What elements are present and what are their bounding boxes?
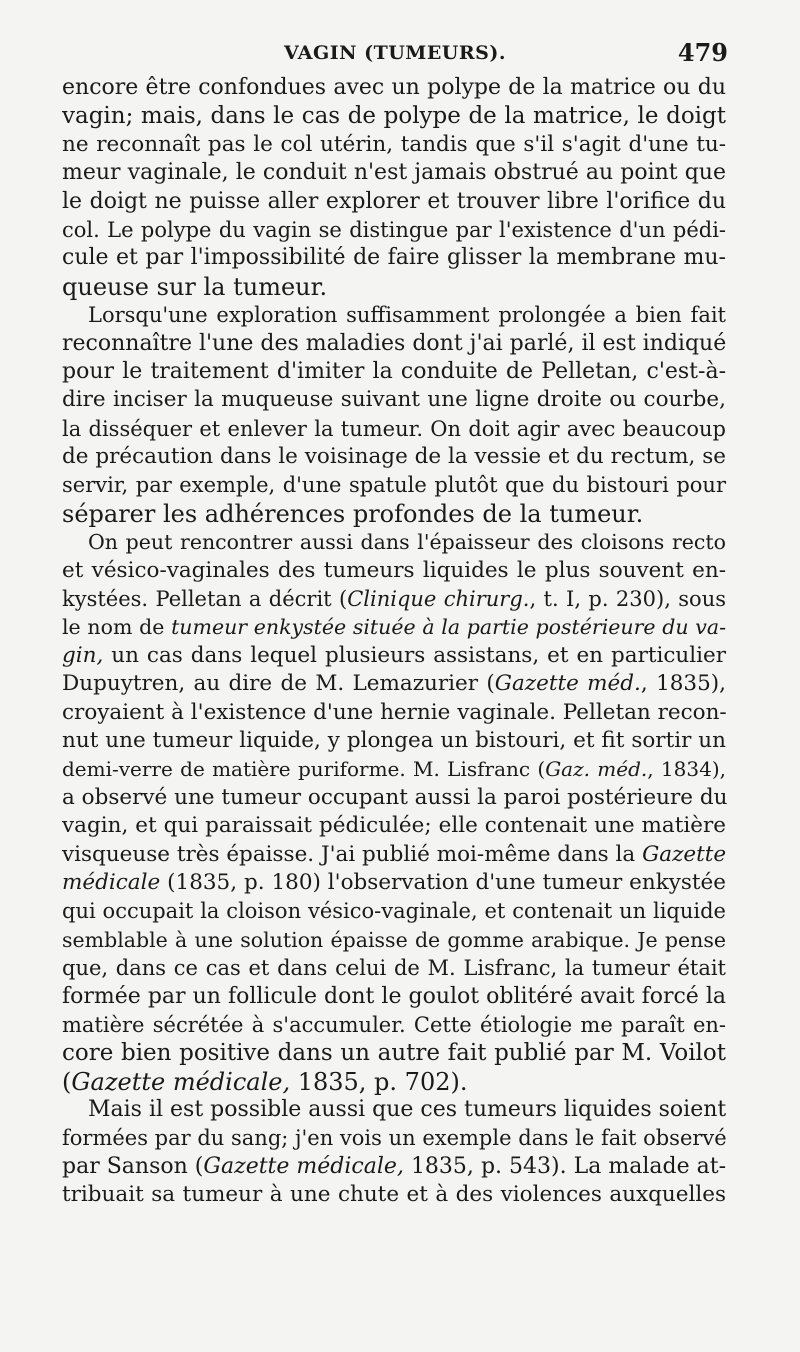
italic-citation: médicale [62, 869, 161, 895]
text-line: de précaution dans le voisinage de la vessie et du rectum, se [62, 444, 726, 470]
text-line: nut une tumeur liquide, y plongea un bistouri, et fit sortir un [62, 727, 726, 753]
text-line: col. Le polype du vagin se distingue par l'existence d'un pédi- [62, 217, 726, 242]
text-line: queuse sur la tumeur. [62, 272, 328, 301]
text-segment: par Sanson ( [62, 1153, 204, 1179]
text-line: meur vaginale, le conduit n'est jamais obstrué au point que [62, 160, 726, 186]
text-segment: , 1834), [647, 757, 726, 782]
text-line: reconnaître l'une des maladies dont j'ai parlé, il est indiqué [62, 330, 727, 356]
text-line [62, 670, 726, 698]
text-line: semblable à une solution épaisse de gomme arabique. Je pense [62, 927, 726, 952]
text-line: croyaient à l'existence d'une hernie vaginale. Pelletan recon- [62, 699, 727, 725]
text-segment: ( [62, 1067, 72, 1096]
text-line: cule et par l'impossibilité de faire glisser la membrane mu- [62, 245, 726, 271]
text-segment: kystées. Pelletan a décrit ( [62, 587, 348, 612]
text-line: et vésico-vaginales des tumeurs liquides le plus souvent en- [62, 557, 726, 583]
text-line: encore être confondues avec un polype de la matrice ou du [62, 75, 726, 100]
text-line: vagin; mais, dans le cas de polype de la matrice, le doigt [62, 103, 726, 130]
running-title: VAGIN (TUMEURS). [283, 42, 506, 64]
text-segment: le nom de [62, 615, 172, 640]
body-text [62, 74, 726, 1210]
text-segment: , 1835), [640, 671, 727, 697]
text-segment: un cas dans lequel plusieurs assistans, et en particulier [103, 642, 726, 668]
text-line: qui occupait la cloison vésico-vaginale, et contenait un liquide [62, 899, 726, 924]
text-line [62, 1068, 726, 1096]
text-line: que, dans ce cas et dans celui de M. Lisfranc, la tumeur était [62, 956, 726, 981]
text-line [62, 585, 726, 613]
italic-citation: tumeur enkystée située à la partie postérieure du va- [171, 615, 726, 640]
text-line: pour le traitement d'imiter la conduite de Pelletan, c'est-à- [62, 358, 726, 384]
text-line [62, 841, 726, 869]
text-line: matière sécrétée à s'accumuler. Cette étiologie me paraît en- [62, 1012, 726, 1037]
text-line: la disséquer et enlever la tumeur. On doit agir avec beaucoup [62, 416, 726, 441]
text-segment: 1835, p. 543). La malade at- [403, 1153, 727, 1179]
text-line: vagin, et qui paraissait pédiculée; elle contenait une matière [62, 813, 726, 839]
text-line: séparer les adhérences profondes de la tumeur. [62, 499, 644, 528]
italic-citation: Gazette méd. [494, 671, 641, 697]
text-segment: , t. I, p. 230), sous [529, 587, 726, 612]
text-line [62, 869, 726, 897]
italic-citation: Gazette [642, 841, 727, 867]
text-segment: 1835, p. 702). [290, 1067, 468, 1096]
text-line: tribuait sa tumeur à une chute et à des violences auxquelles [62, 1182, 726, 1208]
text-line [62, 1153, 726, 1181]
text-line: core bien positive dans un autre fait publié par M. Voilot [62, 1040, 726, 1067]
text-line: ne reconnaît pas le col utérin, tandis que s'il s'agit d'une tu- [62, 131, 726, 157]
text-line: On peut rencontrer aussi dans l'épaisseur des cloisons recto [88, 530, 726, 555]
italic-citation: Gazette médicale, [203, 1153, 404, 1179]
italic-citation: Clinique chirurg. [347, 587, 530, 612]
page-header [62, 38, 728, 72]
text-line: servir, par exemple, d'une spatule plutôt que du bistouri pour [62, 473, 726, 498]
text-line: a observé une tumeur occupant aussi la paroi postérieure du [62, 784, 728, 810]
text-line: formées par du sang; j'en vois un exemple dans le fait observé [62, 1126, 727, 1151]
text-segment: Dupuytren, au dire de M. Lemazurier ( [62, 671, 495, 697]
text-line [62, 613, 726, 641]
italic-citation: Gazette médicale, [71, 1067, 291, 1096]
text-line: formée par un follicule dont le goulot oblitéré avait forcé la [62, 983, 726, 1009]
page-number: 479 [677, 38, 728, 67]
text-segment: visqueuse très épaisse. J'ai publié moi-même dans la [62, 841, 643, 867]
text-segment: demi-verre de matière puriforme. M. Lisfranc ( [62, 757, 546, 782]
text-line: le doigt ne puisse aller explorer et trouver libre l'orifice du [62, 188, 726, 214]
text-line [62, 642, 726, 670]
text-line [62, 755, 726, 783]
text-line: Mais il est possible aussi que ces tumeurs liquides soient [88, 1097, 727, 1123]
text-line: Lorsqu'une exploration suffisamment prolongée a bien fait [88, 303, 726, 328]
italic-citation: Gaz. méd. [545, 757, 648, 782]
text-segment: (1835, p. 180) l'observation d'une tumeur enkystée [160, 869, 726, 895]
italic-citation: gin, [62, 642, 104, 668]
text-line: dire inciser la muqueuse suivant une ligne droite ou courbe, [62, 387, 726, 413]
